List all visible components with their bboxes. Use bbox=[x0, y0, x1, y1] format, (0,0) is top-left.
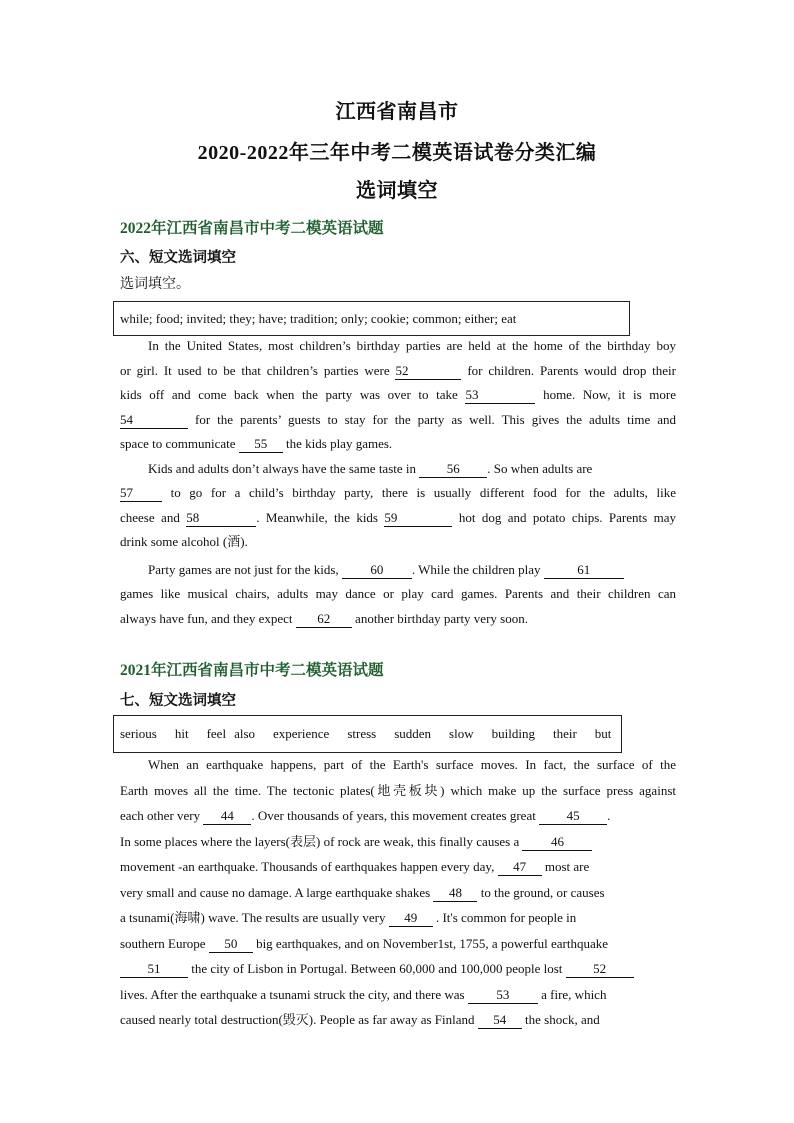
passage-line: Kids and adults don’t always have the same taste in 56 . So when adults are bbox=[148, 460, 593, 476]
answer-blank[interactable]: 47 bbox=[498, 859, 542, 876]
passage-line: drink some alcohol (酒). bbox=[120, 534, 248, 549]
passage-line: 57 to go for a child’s birthday party, there is usually different food for the adults, like bbox=[120, 485, 676, 500]
passage-line: 51 the city of Lisbon in Portugal. Between 60,000 and 100,000 people lost 52 bbox=[120, 956, 676, 982]
doc-title-main: 2020-2022年三年中考二模英语试卷分类汇编 bbox=[197, 142, 597, 164]
passage-line: very small and cause no damage. A large earthquake shakes 48 to the ground, or causes bbox=[120, 884, 605, 900]
section-heading-2022: 2022年江西省南昌市中考二模英语试题 bbox=[120, 220, 384, 237]
word-bank-item: feel bbox=[206, 726, 227, 741]
word-bank-item: also bbox=[234, 726, 256, 741]
answer-blank[interactable]: 60 bbox=[342, 562, 412, 579]
answer-blank[interactable]: 59 bbox=[384, 510, 452, 527]
answer-blank[interactable]: 49 bbox=[389, 910, 433, 927]
answer-blank[interactable]: 62 bbox=[296, 611, 352, 628]
answer-blank[interactable]: 52 bbox=[566, 961, 634, 978]
passage-line: cheese and 58 . Meanwhile, the kids 59 hot dog and potato chips. Parents may bbox=[120, 509, 676, 525]
passage-line: movement -an earthquake. Thousands of earthquakes happen every day, 47 most are bbox=[120, 859, 590, 874]
passage-line: games like musical chairs, adults may dance or play card games. Parents and their children can bbox=[120, 586, 676, 601]
answer-blank[interactable]: 58 bbox=[186, 510, 256, 527]
passage-line: each other very 44 . Over thousands of years, this movement creates great 45 . bbox=[120, 808, 611, 823]
part-heading-2022: 六、短文选词填空 bbox=[120, 250, 236, 266]
passage-2021 bbox=[120, 752, 676, 1033]
answer-blank[interactable]: 52 bbox=[395, 363, 461, 380]
passage-line: Earth moves all the time. The tectonic plates(地壳板块) which make up the surface press against bbox=[120, 782, 676, 798]
word-bank-text: while; food; invited; they; have; tradition; only; cookie; common; either; eat bbox=[120, 310, 517, 326]
answer-blank[interactable]: 53 bbox=[468, 987, 538, 1004]
doc-title-city: 江西省南昌市 bbox=[335, 101, 459, 123]
word-bank-item: but bbox=[594, 726, 612, 741]
word-bank-item: slow bbox=[449, 726, 474, 741]
passage-line: kids off and come back when the party was over to take 53 home. Now, it is more bbox=[120, 387, 677, 402]
passage-line: caused nearly total destruction(毁灭). People as far away as Finland 54 the shock, and bbox=[120, 1012, 600, 1027]
answer-blank[interactable]: 54 bbox=[120, 412, 188, 429]
passage-line: lives. After the earthquake a tsunami struck the city, and there was 53 a fire, which bbox=[120, 986, 607, 1002]
answer-blank[interactable]: 57 bbox=[120, 485, 162, 502]
word-bank-2022 bbox=[113, 301, 630, 336]
passage-line: When an earthquake happens, part of the Earth's surface moves. In fact, the surface of the bbox=[148, 757, 676, 772]
answer-blank[interactable]: 45 bbox=[539, 808, 607, 825]
instruction-text: 选词填空。 bbox=[120, 277, 190, 292]
passage-line: space to communicate 55 the kids play games. bbox=[120, 436, 393, 451]
answer-blank[interactable]: 55 bbox=[239, 436, 283, 453]
passage-line: a tsunami(海啸) wave. The results are usually very 49 . It's common for people in bbox=[120, 910, 577, 925]
word-bank-item: their bbox=[552, 726, 577, 741]
answer-blank[interactable]: 53 bbox=[465, 387, 535, 404]
passage-line: southern Europe 50 big earthquakes, and on November1st, 1755, a powerful earthquake bbox=[120, 935, 609, 951]
answer-blank[interactable]: 50 bbox=[209, 936, 253, 953]
passage-line: In some places where the layers(表层) of rock are weak, this finally causes a 46 bbox=[120, 829, 676, 855]
answer-blank[interactable]: 51 bbox=[120, 961, 188, 978]
part-heading-2021: 七、短文选词填空 bbox=[120, 693, 236, 709]
passage-line: 54 for the parents’ guests to stay for the party as well. This gives the adults time and bbox=[120, 411, 676, 427]
answer-blank[interactable]: 54 bbox=[478, 1012, 522, 1029]
word-bank-item: serious bbox=[120, 726, 157, 741]
answer-blank[interactable]: 44 bbox=[203, 808, 251, 825]
word-bank-item: experience bbox=[273, 726, 330, 741]
passage-line: always have fun, and they expect 62 another birthday party very soon. bbox=[120, 610, 528, 626]
answer-blank[interactable]: 48 bbox=[433, 885, 477, 902]
word-bank-item: building bbox=[491, 726, 535, 741]
word-bank-2021 bbox=[113, 715, 622, 753]
passage-line: or girl. It used to be that children’s parties were 52 for children. Parents would drop their bbox=[120, 362, 676, 378]
passage-2022 bbox=[120, 334, 676, 631]
answer-blank[interactable]: 61 bbox=[544, 562, 624, 579]
section-heading-2021: 2021年江西省南昌市中考二模英语试题 bbox=[120, 662, 384, 679]
word-bank-item: hit bbox=[174, 726, 189, 741]
doc-title-type: 选词填空 bbox=[356, 180, 438, 202]
passage-line: In the United States, most children’s birthday parties are held at the home of the birthday boy bbox=[148, 338, 676, 353]
passage-line: Party games are not just for the kids, 60 . While the children play 61 bbox=[120, 558, 676, 583]
word-bank-item: stress bbox=[347, 726, 377, 741]
answer-blank[interactable]: 46 bbox=[522, 834, 592, 851]
word-bank-item: sudden bbox=[394, 726, 432, 741]
answer-blank[interactable]: 56 bbox=[419, 461, 487, 478]
